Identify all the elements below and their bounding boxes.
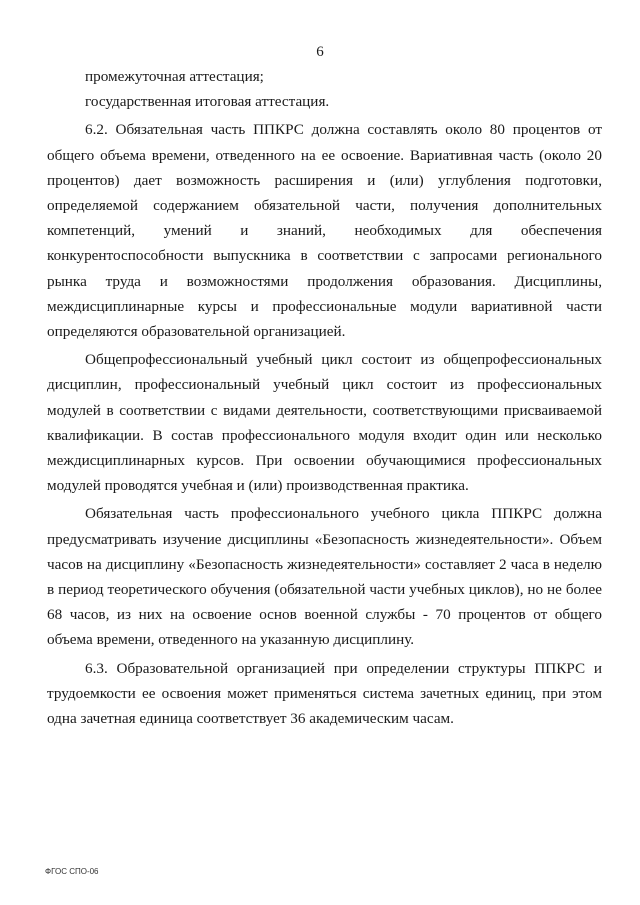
document-body — [47, 64, 602, 734]
page-number: 6 — [316, 44, 324, 60]
paragraph-life-safety: Обязательная часть профессионального учебного цикла ППКРС должна предусматривать изучение дисциплины «Безопасность жизнедеятельности». Объем часов на дисциплину «Безопасность жизнедеятельности» составляет 2 часа в неделю в период теоретического обучения (обязательной части учебных циклов), но не более 68 часов, из них на освоение основ военной службы - 70 процентов от общего объема времени, отведенного на указанную дисциплину. — [47, 505, 602, 649]
paragraph-6-2: 6.2. Обязательная часть ППКРС должна составлять около 80 процентов от общего объема времени, отведенного на ее освоение. Вариативная часть (около 20 процентов) дает возможность расширения и (или) углубления подготовки, определяемой содержанием обязательной части, получения дополнительных компетенций, умений и знаний, необходимых для обеспечения конкурентоспособности выпускника в соответствии с запросами регионального рынка труда и возможностями продолжения образования. Дисциплины, междисциплинарные курсы и профессиональные модули вариативной части определяются образовательной организацией. — [47, 121, 602, 341]
footer-label: ФГОС СПО-06 — [45, 867, 99, 876]
list-item-interim-attestation: промежуточная аттестация; — [85, 68, 264, 85]
paragraph-general-cycle: Общепрофессиональный учебный цикл состоит из общепрофессиональных дисциплин, профессиональный учебный цикл состоит из профессиональных модулей в соответствии с видами деятельности, соответствующими присваиваемой квалификации. В состав профессионального модуля входит один или несколько междисциплинарных курсов. При освоении обучающимися профессиональных модулей проводятся учебная и (или) производственная практика. — [47, 351, 602, 495]
paragraph-6-3: 6.3. Образовательной организацией при определении структуры ППКРС и трудоемкости ее освоения может применяться система зачетных единиц, при этом одна зачетная единица соответствует 36 академическим часам. — [47, 659, 602, 728]
list-item-final-attestation: государственная итоговая аттестация. — [85, 93, 330, 111]
